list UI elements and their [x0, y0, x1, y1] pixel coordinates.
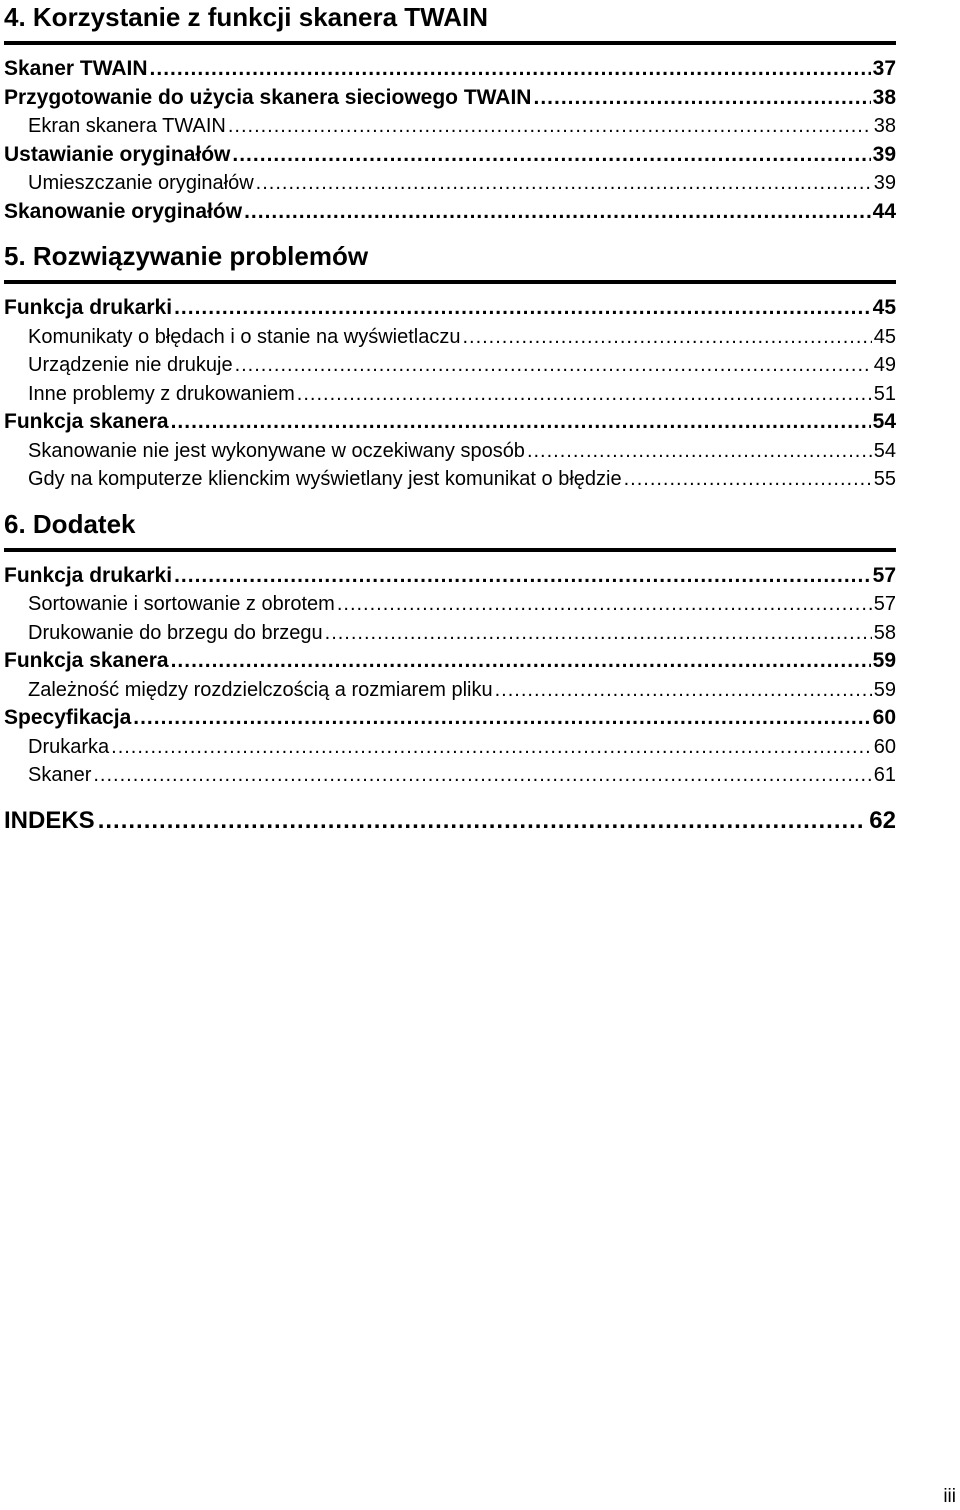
dot-leader [174, 294, 871, 323]
toc-entry-page: 49 [873, 354, 896, 376]
dot-leader [527, 437, 872, 466]
toc-entry-label: Skaner [28, 764, 92, 786]
dot-leader [93, 761, 871, 790]
dot-leader [256, 169, 872, 198]
toc-entry-label: Skanowanie nie jest wykonywane w oczekiwany sposób [28, 439, 525, 462]
toc-entry-label: Umieszczanie oryginałów [28, 172, 254, 194]
toc-entry[interactable] [4, 294, 896, 323]
toc-subentry[interactable] [4, 465, 896, 494]
toc-entry-page: 58 [873, 621, 896, 644]
toc-subentry[interactable] [4, 169, 896, 198]
index-entry[interactable] [4, 806, 896, 836]
toc-entry-page: 59 [873, 678, 896, 701]
toc-entry-page: 60 [873, 735, 896, 758]
toc-entry-page: 45 [873, 325, 896, 348]
table-of-contents [4, 0, 896, 836]
toc-entry[interactable] [4, 408, 896, 437]
toc-entry-label: Funkcja drukarki [4, 296, 173, 319]
toc-entry-label: Skanowanie oryginałów [4, 199, 243, 223]
toc-entry-label: Skaner TWAIN [4, 57, 148, 80]
toc-entry-label: Funkcja skanera [4, 410, 169, 433]
toc-entry-label: Funkcja drukarki [4, 563, 173, 587]
toc-subentry[interactable] [4, 676, 896, 705]
dot-leader [150, 55, 871, 84]
dot-leader [174, 562, 871, 591]
toc-entry-label: Drukowanie do brzegu do brzegu [28, 621, 323, 644]
dot-leader [624, 465, 872, 494]
dot-leader [232, 141, 870, 170]
toc-subentry[interactable] [4, 380, 896, 409]
dot-leader [111, 733, 872, 762]
toc-entry-page: 45 [872, 296, 896, 319]
toc-entry[interactable] [4, 647, 896, 676]
dot-leader [235, 351, 872, 380]
toc-entry-page: 61 [873, 764, 896, 786]
toc-entry-page: 54 [872, 410, 896, 433]
chapter-spacer [4, 226, 896, 239]
dot-leader [337, 590, 872, 619]
toc-subentry[interactable] [4, 437, 896, 466]
toc-entry[interactable] [4, 704, 896, 733]
toc-entry-page: 39 [872, 142, 896, 166]
toc-entry[interactable] [4, 84, 896, 113]
toc-entry-page: 37 [872, 57, 896, 80]
chapter-spacer [4, 494, 896, 507]
index-label: INDEKS [4, 806, 95, 834]
chapter-section [4, 507, 896, 790]
chapter-section [4, 0, 896, 226]
toc-entry-page: 38 [872, 85, 896, 109]
toc-entry-label: Komunikaty o błędach i o stanie na wyświetlaczu [28, 325, 461, 348]
chapter-title: 4. Korzystanie z funkcji skanera TWAIN [4, 2, 489, 32]
toc-entry[interactable] [4, 198, 896, 227]
toc-entry-label: Funkcja skanera [4, 649, 169, 672]
toc-subentry[interactable] [4, 351, 896, 380]
toc-entry-label: Inne problemy z drukowaniem [28, 382, 295, 405]
toc-entry[interactable] [4, 55, 896, 84]
chapter-divider [4, 280, 896, 284]
dot-leader [244, 198, 871, 227]
index-page: 62 [869, 806, 896, 834]
dot-leader [171, 408, 871, 437]
toc-entry[interactable] [4, 562, 896, 591]
toc-entry-page: 59 [872, 649, 896, 672]
dot-leader [297, 380, 872, 409]
dot-leader [98, 806, 867, 836]
toc-subentry[interactable] [4, 112, 896, 141]
toc-entry-page: 39 [873, 172, 896, 194]
dot-leader [171, 647, 871, 676]
toc-entry-label: Gdy na komputerze klienckim wyświetlany jest komunikat o błędzie [28, 468, 622, 490]
toc-subentry[interactable] [4, 619, 896, 648]
toc-entry-page: 57 [872, 563, 896, 587]
chapter-title: 6. Dodatek [4, 508, 136, 539]
toc-entry-page: 57 [873, 593, 896, 615]
toc-entry-label: Sortowanie i sortowanie z obrotem [28, 593, 335, 615]
toc-entry-label: Drukarka [28, 735, 110, 758]
chapter-section [4, 239, 896, 494]
dot-leader [325, 619, 872, 648]
dot-leader [533, 84, 870, 113]
chapter-title: 5. Rozwiązywanie problemów [4, 241, 369, 271]
toc-entry-label: Ekran skanera TWAIN [28, 115, 226, 137]
toc-entry-page: 54 [873, 439, 896, 462]
toc-entry-page: 55 [873, 468, 896, 490]
page-number: iii [943, 1486, 956, 1507]
chapter-divider [4, 41, 896, 45]
chapter-divider [4, 548, 896, 552]
dot-leader [462, 323, 871, 352]
dot-leader [228, 112, 872, 141]
toc-entry[interactable] [4, 141, 896, 170]
toc-subentry[interactable] [4, 761, 896, 790]
toc-subentry[interactable] [4, 733, 896, 762]
toc-entry-page: 38 [873, 115, 896, 137]
toc-entry-label: Ustawianie oryginałów [4, 142, 231, 166]
toc-entry-page: 60 [872, 706, 896, 729]
dot-leader [495, 676, 872, 705]
toc-entry-label: Zależność między rozdzielczością a rozmiarem pliku [28, 678, 493, 701]
dot-leader [133, 704, 870, 733]
toc-subentry[interactable] [4, 323, 896, 352]
toc-entry-label: Urządzenie nie drukuje [28, 354, 233, 376]
toc-subentry[interactable] [4, 590, 896, 619]
toc-entry-page: 44 [872, 199, 896, 223]
toc-entry-label: Przygotowanie do użycia skanera sieciowego TWAIN [4, 85, 532, 109]
toc-entry-label: Specyfikacja [4, 706, 132, 729]
toc-entry-page: 51 [873, 382, 896, 405]
